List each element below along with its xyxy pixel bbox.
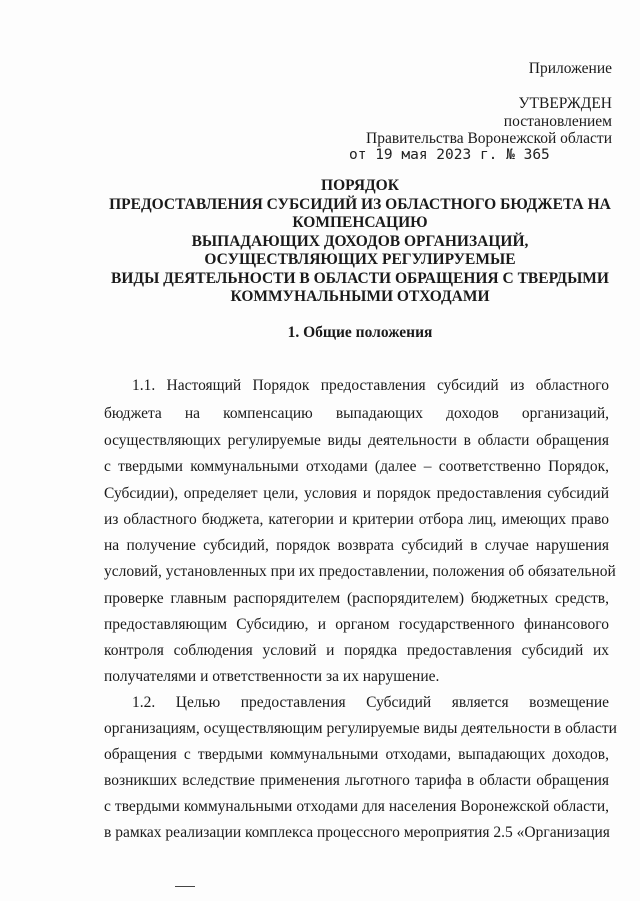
body-line: 1.1. Настоящий Порядок предоставления субсидий из областного — [132, 377, 609, 394]
body-line: 1.2. Целью предоставления Субсидий является возмещение — [132, 694, 609, 711]
body-line: возникших вследствие применения льготного тарифа в области обращения — [104, 772, 609, 789]
body-line: обращения с твердыми коммунальными отходами, выпадающих доходов, — [104, 746, 609, 763]
title-line: ВЫПАДАЮЩИХ ДОХОДОВ ОРГАНИЗАЦИЙ, — [191, 232, 529, 250]
title-line: ВИДЫ ДЕЯТЕЛЬНОСТИ В ОБЛАСТИ ОБРАЩЕНИЯ С ТВЕРДЫМИ — [111, 269, 609, 287]
body-line: на получение субсидий, порядок возврата субсидий в случае нарушения — [104, 537, 609, 554]
body-line: контроля соблюдения условий и порядка предоставления субсидий их — [104, 642, 609, 659]
document-title — [100, 177, 620, 307]
body-line: предоставляющим Субсидию, и органом государственного финансового — [104, 616, 609, 633]
body-line: из областного бюджета, категории и критерии отбора лиц, имеющих право — [104, 511, 609, 528]
body-line: получателями и ответственности за их нарушение. — [104, 668, 440, 685]
title-line: КОММУНАЛЬНЫМИ ОТХОДАМИ — [230, 288, 490, 305]
body-line: условий, установленных при их предоставлении, положения об обязательной — [104, 563, 616, 580]
body-line: проверке главным распорядителем (распорядителем) бюджетных средств, — [104, 590, 609, 607]
decree-label: постановлением — [503, 113, 612, 130]
body-line: в рамках реализации комплекса процессного мероприятия 2.5 «Организация — [104, 824, 610, 841]
section-heading: 1. Общие положения — [287, 324, 433, 341]
title-line: ОСУЩЕСТВЛЯЮЩИХ РЕГУЛИРУЕМЫЕ — [204, 251, 516, 268]
body-line: Субсидии), определяет цели, условия и порядок предоставления субсидий — [104, 485, 609, 502]
date-number-stamp: от 19 мая 2023 г. № 365 — [349, 147, 550, 163]
body-line: бюджета на компенсацию выпадающих доходов организаций, — [104, 405, 609, 422]
approved-label: УТВЕРЖДЕН — [518, 95, 612, 112]
body-line: организациям, осуществляющим регулируемые виды деятельности в области — [104, 720, 617, 737]
body-line: с твердыми коммунальными отходами для населения Воронежской области, — [104, 798, 609, 815]
title-line: ПРЕДОСТАВЛЕНИЯ СУБСИДИЙ ИЗ ОБЛАСТНОГО БЮДЖЕТА НА — [109, 195, 611, 213]
appendix-label: Приложение — [528, 60, 612, 77]
body-line: с твердыми коммунальными отходами (далее – соответственно Порядок, — [104, 458, 609, 475]
body-line: осуществляющих регулируемые виды деятельности в области обращения — [104, 432, 609, 449]
title-line: КОМПЕНСАЦИЮ — [292, 214, 428, 231]
title-line: ПОРЯДОК — [321, 177, 399, 194]
government-label: Правительства Воронежской области — [366, 130, 612, 147]
footer-rule — [175, 886, 195, 887]
